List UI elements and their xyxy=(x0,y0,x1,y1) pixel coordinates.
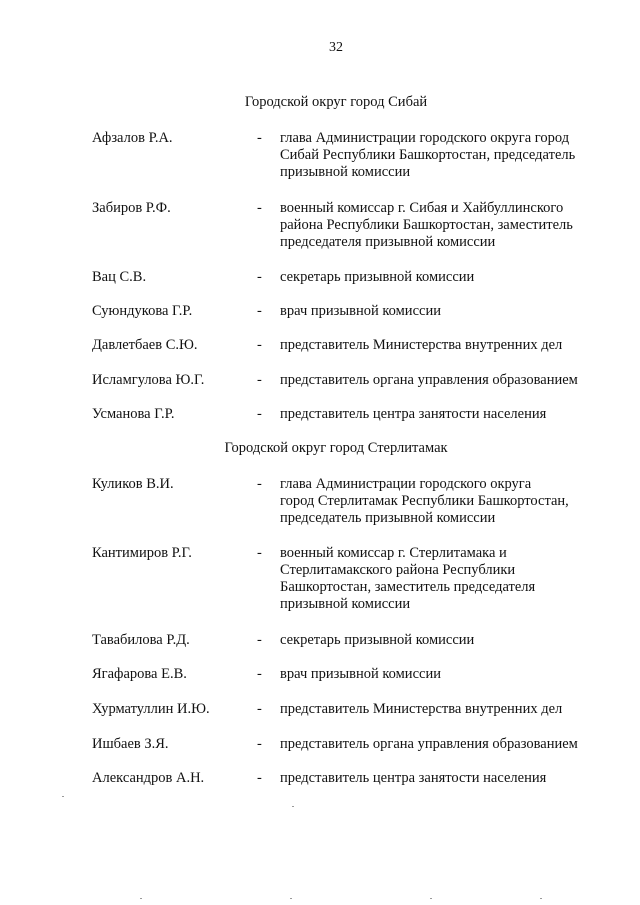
dash: - xyxy=(257,701,262,717)
member-role: представитель органа управления образованием xyxy=(280,372,578,388)
dash: - xyxy=(257,406,262,422)
dash: - xyxy=(257,337,262,353)
member-role: секретарь призывной комиссии xyxy=(280,632,475,648)
dash: - xyxy=(257,372,262,388)
page-number: 32 xyxy=(329,40,343,55)
member-role: глава Администрации городского округа город Стерлитамак Республики Башкортостан, председатель призывной комиссии xyxy=(280,476,569,526)
member-name: Вац С.В. xyxy=(92,269,147,285)
member-name: Хурматуллин И.Ю. xyxy=(92,701,210,717)
scan-speck xyxy=(290,898,292,899)
section-title-sterlitamak xyxy=(0,440,640,457)
dash: - xyxy=(257,736,262,752)
member-name: Давлетбаев С.Ю. xyxy=(92,337,198,353)
dash: - xyxy=(257,666,262,682)
section-title: Городской округ город Сибай xyxy=(244,94,428,110)
member-name: Суюндукова Г.Р. xyxy=(92,303,193,319)
section-title: Городской округ город Стерлитамак xyxy=(224,440,448,456)
member-name: Афзалов Р.А. xyxy=(92,130,173,146)
member-role: врач призывной комиссии xyxy=(280,666,441,682)
dash: - xyxy=(257,200,262,216)
member-role: представитель Министерства внутренних дел xyxy=(280,701,563,717)
dash: - xyxy=(257,476,262,492)
scan-speck xyxy=(140,898,142,899)
dash: - xyxy=(257,303,262,319)
member-role: военный комиссар г. Стерлитамака и Стерлитамакского района Республики Башкортостан, заместитель председателя призывной комиссии xyxy=(280,545,536,612)
member-name: Александров А.Н. xyxy=(92,770,205,786)
member-name: Куликов В.И. xyxy=(92,476,174,492)
dash: - xyxy=(257,632,262,648)
member-role: представитель центра занятости населения xyxy=(280,406,547,422)
member-role: врач призывной комиссии xyxy=(280,303,441,319)
scan-speck xyxy=(292,806,294,807)
section-title-sibay xyxy=(0,94,640,111)
member-name: Усманова Г.Р. xyxy=(92,406,175,422)
member-role: представитель центра занятости населения xyxy=(280,770,547,786)
member-role: военный комиссар г. Сибая и Хайбуллинского района Республики Башкортостан, заместитель председателя призывной комиссии xyxy=(280,200,573,250)
scan-speck xyxy=(540,898,542,899)
member-name: Забиров Р.Ф. xyxy=(92,200,171,216)
scan-speck xyxy=(62,796,64,797)
member-role: представитель Министерства внутренних дел xyxy=(280,337,563,353)
dash: - xyxy=(257,545,262,561)
member-name: Ягафарова Е.В. xyxy=(92,666,187,682)
member-name: Исламгулова Ю.Г. xyxy=(92,372,205,388)
dash: - xyxy=(257,269,262,285)
scan-speck xyxy=(430,898,432,899)
member-name: Ишбаев З.Я. xyxy=(92,736,169,752)
dash: - xyxy=(257,770,262,786)
member-role: глава Администрации городского округа город Сибай Республики Башкортостан, председатель призывной комиссии xyxy=(280,130,576,180)
member-role: представитель органа управления образованием xyxy=(280,736,578,752)
member-name: Тавабилова Р.Д. xyxy=(92,632,190,648)
dash: - xyxy=(257,130,262,146)
member-role: секретарь призывной комиссии xyxy=(280,269,475,285)
member-name: Кантимиров Р.Г. xyxy=(92,545,192,561)
